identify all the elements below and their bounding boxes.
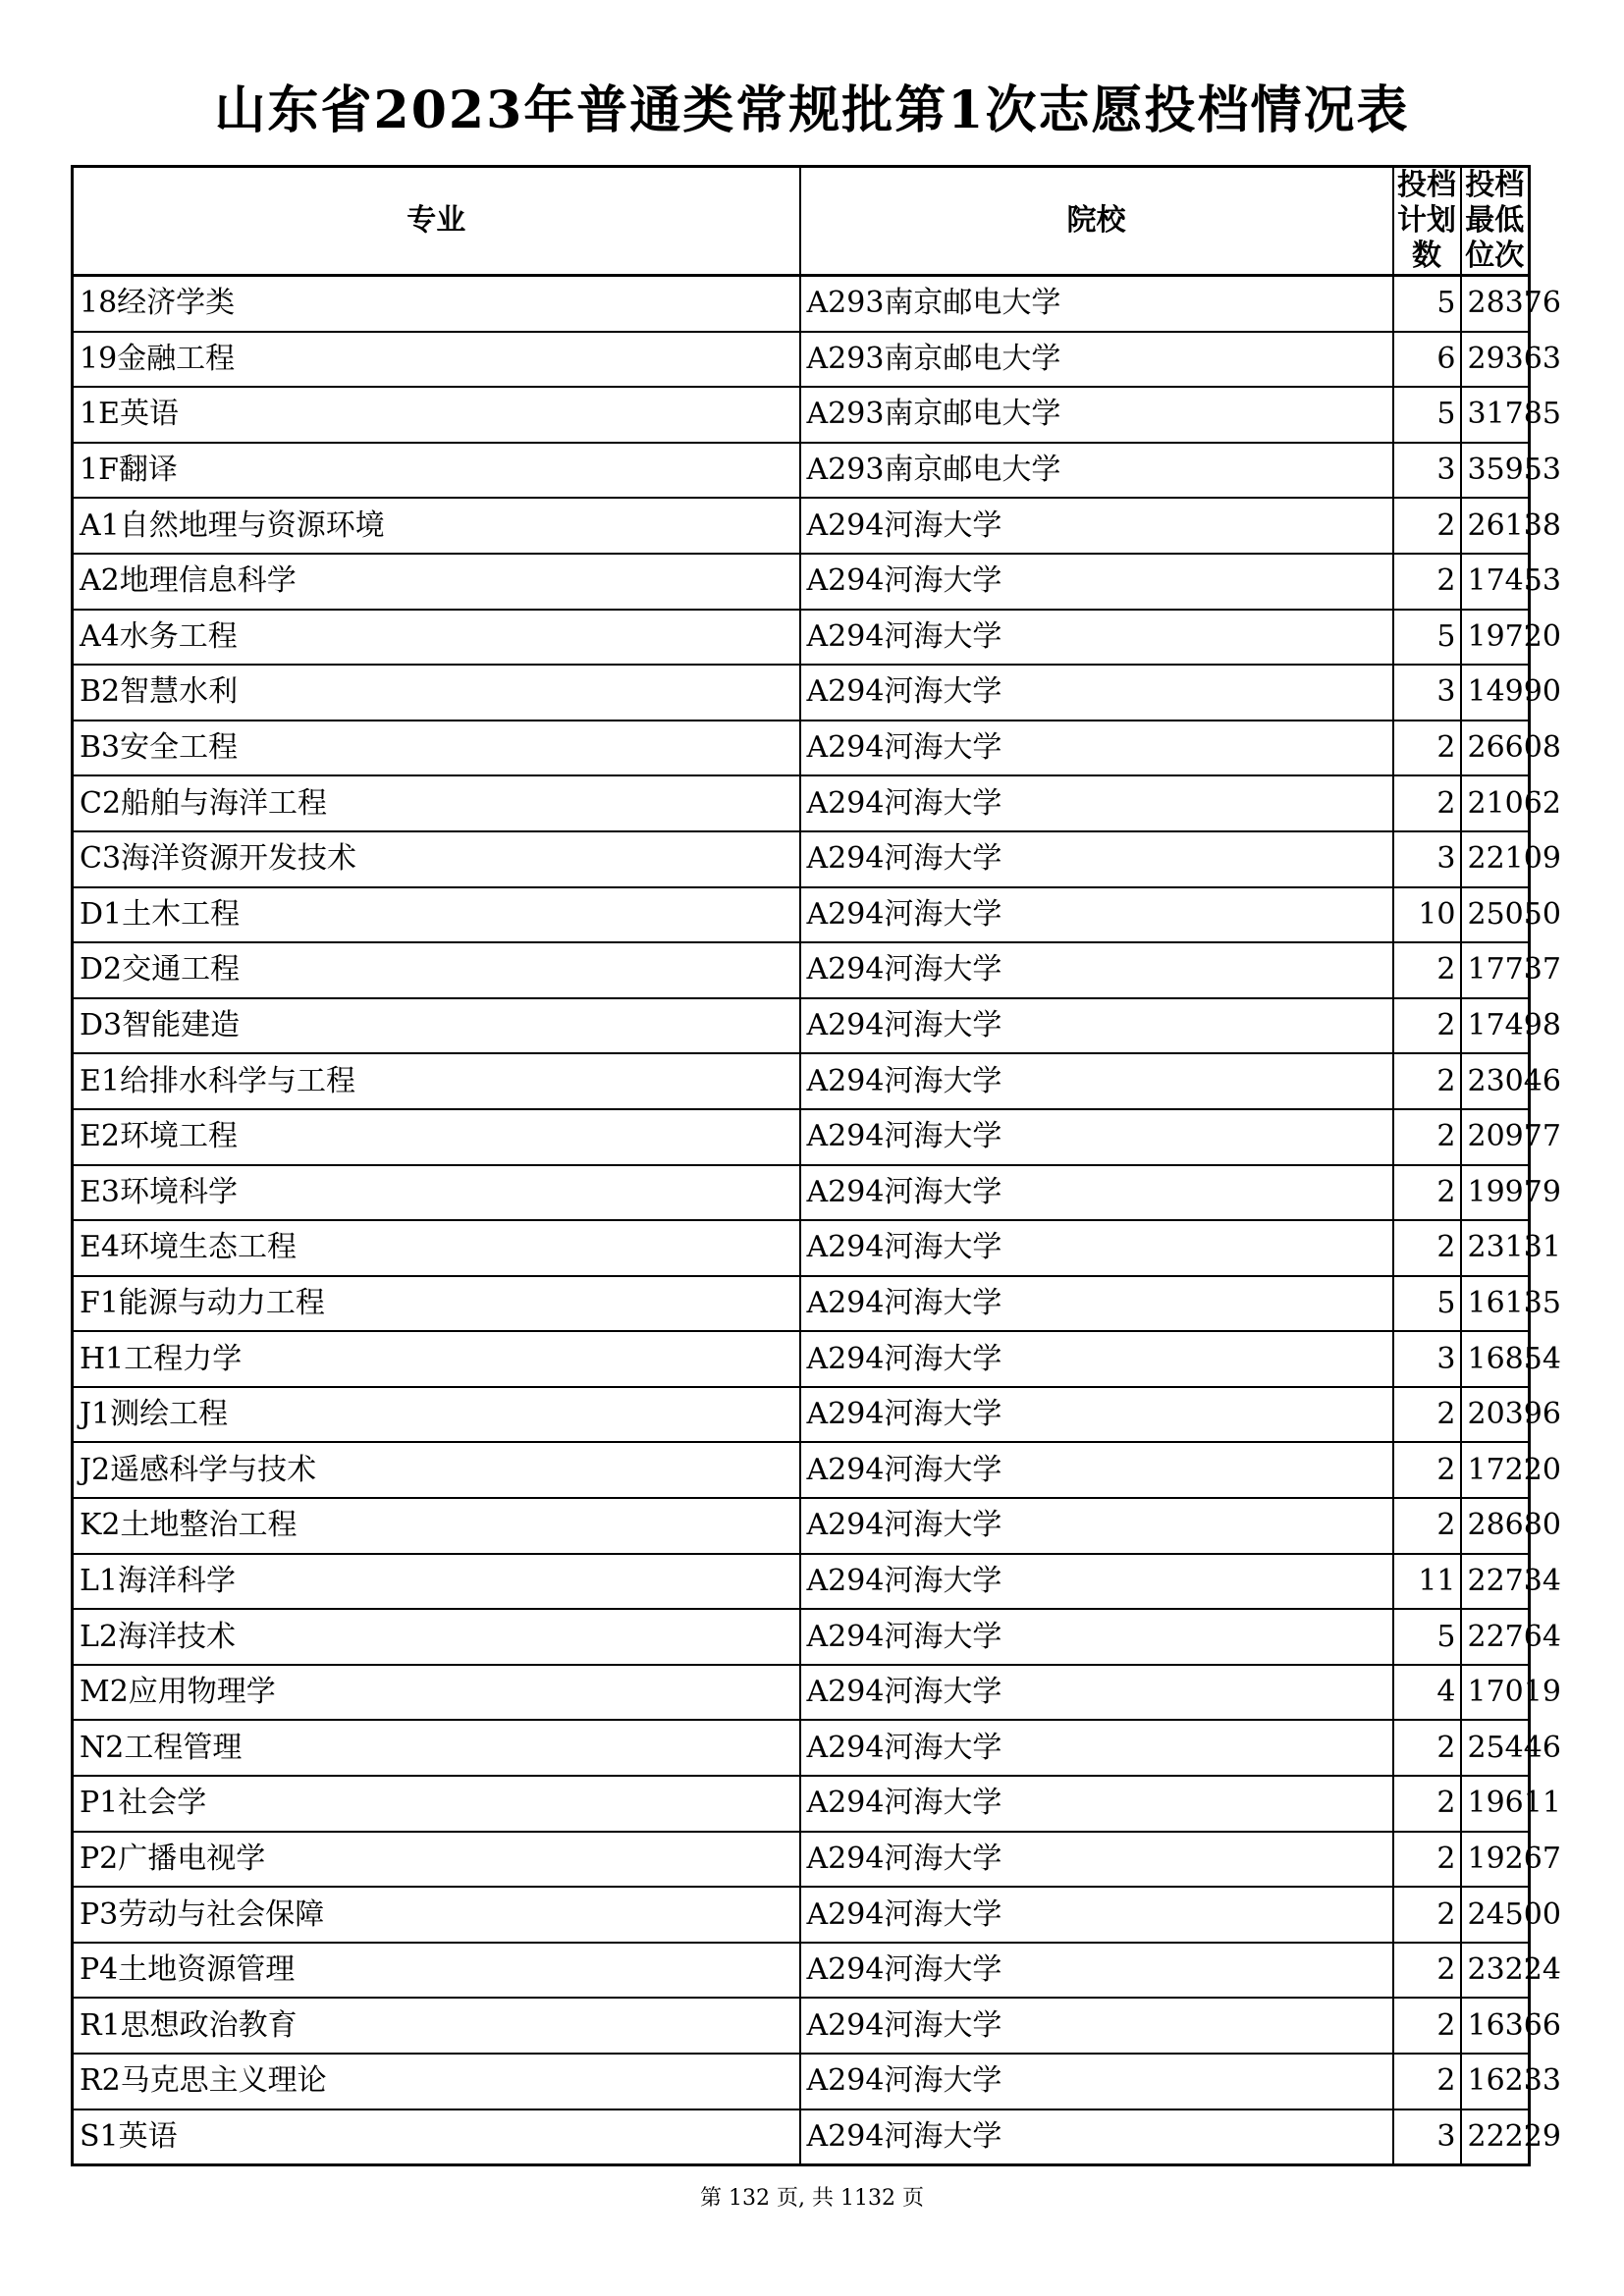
plan-count-cell: 2 bbox=[1393, 1720, 1461, 1776]
min-rank-cell: 35953 bbox=[1461, 443, 1530, 499]
major-cell: A1自然地理与资源环境 bbox=[73, 498, 800, 554]
major-cell: E3环境科学 bbox=[73, 1165, 800, 1221]
table-row bbox=[73, 610, 1530, 666]
plan-count-cell: 5 bbox=[1393, 387, 1461, 443]
major-cell: B2智慧水利 bbox=[73, 665, 800, 721]
table-row bbox=[73, 1331, 1530, 1387]
min-rank-cell: 17737 bbox=[1461, 942, 1530, 998]
major-cell: L2海洋技术 bbox=[73, 1609, 800, 1665]
min-rank-cell: 31785 bbox=[1461, 387, 1530, 443]
table-row bbox=[73, 1387, 1530, 1443]
major-cell: J2遥感科学与技术 bbox=[73, 1442, 800, 1498]
plan-count-cell: 2 bbox=[1393, 554, 1461, 610]
plan-count-cell: 3 bbox=[1393, 1331, 1461, 1387]
school-cell: A294河海大学 bbox=[800, 1832, 1393, 1888]
major-cell: S1英语 bbox=[73, 2109, 800, 2165]
plan-count-cell: 2 bbox=[1393, 1387, 1461, 1443]
table-row bbox=[73, 498, 1530, 554]
admissions-table bbox=[71, 165, 1561, 2166]
table-row bbox=[73, 942, 1530, 998]
school-cell: A293南京邮电大学 bbox=[800, 443, 1393, 499]
header-plan-count: 投档计划数 bbox=[1393, 167, 1461, 276]
min-rank-cell: 22229 bbox=[1461, 2109, 1530, 2165]
min-rank-cell: 22109 bbox=[1461, 831, 1530, 887]
major-cell: M2应用物理学 bbox=[73, 1665, 800, 1721]
min-rank-cell: 23046 bbox=[1461, 1053, 1530, 1109]
plan-count-cell: 2 bbox=[1393, 775, 1461, 831]
plan-count-cell: 2 bbox=[1393, 1109, 1461, 1165]
major-cell: J1测绘工程 bbox=[73, 1387, 800, 1443]
header-school: 院校 bbox=[800, 167, 1393, 276]
school-cell: A294河海大学 bbox=[800, 998, 1393, 1054]
school-cell: A294河海大学 bbox=[800, 1276, 1393, 1332]
min-rank-cell: 29363 bbox=[1461, 332, 1530, 388]
table-row bbox=[73, 721, 1530, 776]
major-cell: P1社会学 bbox=[73, 1776, 800, 1832]
major-cell: F1能源与动力工程 bbox=[73, 1276, 800, 1332]
school-cell: A294河海大学 bbox=[800, 610, 1393, 666]
min-rank-cell: 22764 bbox=[1461, 1609, 1530, 1665]
school-cell: A294河海大学 bbox=[800, 775, 1393, 831]
table-row bbox=[73, 1554, 1530, 1610]
school-cell: A294河海大学 bbox=[800, 1498, 1393, 1554]
table-row bbox=[73, 387, 1530, 443]
major-cell: 1E英语 bbox=[73, 387, 800, 443]
school-cell: A294河海大学 bbox=[800, 498, 1393, 554]
school-cell: A294河海大学 bbox=[800, 1331, 1393, 1387]
min-rank-cell: 22734 bbox=[1461, 1554, 1530, 1610]
plan-count-cell: 2 bbox=[1393, 1220, 1461, 1276]
plan-count-cell: 2 bbox=[1393, 498, 1461, 554]
plan-count-cell: 2 bbox=[1393, 2054, 1461, 2109]
min-rank-cell: 25446 bbox=[1461, 1720, 1530, 1776]
plan-count-cell: 5 bbox=[1393, 1609, 1461, 1665]
table-row bbox=[73, 1165, 1530, 1221]
min-rank-cell: 20977 bbox=[1461, 1109, 1530, 1165]
min-rank-cell: 17019 bbox=[1461, 1665, 1530, 1721]
plan-count-cell: 3 bbox=[1393, 831, 1461, 887]
plan-count-cell: 5 bbox=[1393, 1276, 1461, 1332]
major-cell: B3安全工程 bbox=[73, 721, 800, 776]
header-major: 专业 bbox=[73, 167, 800, 276]
table-row bbox=[73, 775, 1530, 831]
major-cell: P3劳动与社会保障 bbox=[73, 1887, 800, 1943]
school-cell: A294河海大学 bbox=[800, 1165, 1393, 1221]
min-rank-cell: 26138 bbox=[1461, 498, 1530, 554]
school-cell: A294河海大学 bbox=[800, 1053, 1393, 1109]
min-rank-cell: 19267 bbox=[1461, 1832, 1530, 1888]
school-cell: A294河海大学 bbox=[800, 2109, 1393, 2165]
plan-count-cell: 2 bbox=[1393, 1887, 1461, 1943]
table-row bbox=[73, 1053, 1530, 1109]
header-min-rank: 投档最低位次 bbox=[1461, 167, 1530, 276]
min-rank-cell: 28376 bbox=[1461, 276, 1530, 332]
school-cell: A294河海大学 bbox=[800, 1665, 1393, 1721]
major-cell: D2交通工程 bbox=[73, 942, 800, 998]
major-cell: P2广播电视学 bbox=[73, 1832, 800, 1888]
min-rank-cell: 14990 bbox=[1461, 665, 1530, 721]
school-cell: A294河海大学 bbox=[800, 1109, 1393, 1165]
table-row bbox=[73, 2054, 1530, 2109]
school-cell: A294河海大学 bbox=[800, 721, 1393, 776]
table-row bbox=[73, 1498, 1530, 1554]
plan-count-cell: 11 bbox=[1393, 1554, 1461, 1610]
plan-count-cell: 2 bbox=[1393, 1498, 1461, 1554]
plan-count-cell: 2 bbox=[1393, 942, 1461, 998]
major-cell: P4土地资源管理 bbox=[73, 1943, 800, 1999]
page-footer: 第 132 页, 共 1132 页 bbox=[700, 2186, 924, 2211]
plan-count-cell: 10 bbox=[1393, 887, 1461, 943]
page-title: 山东省2023年普通类常规批第1次志愿投档情况表 bbox=[214, 80, 1410, 140]
school-cell: A294河海大学 bbox=[800, 1887, 1393, 1943]
min-rank-cell: 21062 bbox=[1461, 775, 1530, 831]
school-cell: A294河海大学 bbox=[800, 1720, 1393, 1776]
major-cell: A2地理信息科学 bbox=[73, 554, 800, 610]
min-rank-cell: 19611 bbox=[1461, 1776, 1530, 1832]
plan-count-cell: 6 bbox=[1393, 332, 1461, 388]
major-cell: C3海洋资源开发技术 bbox=[73, 831, 800, 887]
school-cell: A294河海大学 bbox=[800, 1442, 1393, 1498]
major-cell: R1思想政治教育 bbox=[73, 1998, 800, 2054]
min-rank-cell: 16135 bbox=[1461, 1276, 1530, 1332]
school-cell: A294河海大学 bbox=[800, 1776, 1393, 1832]
table-row bbox=[73, 1832, 1530, 1888]
plan-count-cell: 2 bbox=[1393, 1442, 1461, 1498]
major-cell: H1工程力学 bbox=[73, 1331, 800, 1387]
min-rank-cell: 26608 bbox=[1461, 721, 1530, 776]
min-rank-cell: 19979 bbox=[1461, 1165, 1530, 1221]
table-row bbox=[73, 1442, 1530, 1498]
min-rank-cell: 16854 bbox=[1461, 1331, 1530, 1387]
table-row bbox=[73, 887, 1530, 943]
table-row bbox=[73, 665, 1530, 721]
school-cell: A293南京邮电大学 bbox=[800, 387, 1393, 443]
plan-count-cell: 3 bbox=[1393, 665, 1461, 721]
table-row bbox=[73, 1609, 1530, 1665]
min-rank-cell: 25050 bbox=[1461, 887, 1530, 943]
min-rank-cell: 20396 bbox=[1461, 1387, 1530, 1443]
min-rank-cell: 19720 bbox=[1461, 610, 1530, 666]
plan-count-cell: 3 bbox=[1393, 443, 1461, 499]
plan-count-cell: 3 bbox=[1393, 2109, 1461, 2165]
table-row bbox=[73, 1998, 1530, 2054]
major-cell: E4环境生态工程 bbox=[73, 1220, 800, 1276]
min-rank-cell: 16233 bbox=[1461, 2054, 1530, 2109]
min-rank-cell: 23224 bbox=[1461, 1943, 1530, 1999]
table-row bbox=[73, 1887, 1530, 1943]
major-cell: E2环境工程 bbox=[73, 1109, 800, 1165]
plan-count-cell: 2 bbox=[1393, 1165, 1461, 1221]
min-rank-cell: 16366 bbox=[1461, 1998, 1530, 2054]
major-cell: N2工程管理 bbox=[73, 1720, 800, 1776]
major-cell: 18经济学类 bbox=[73, 276, 800, 332]
major-cell: 1F翻译 bbox=[73, 443, 800, 499]
min-rank-cell: 17498 bbox=[1461, 998, 1530, 1054]
plan-count-cell: 2 bbox=[1393, 1998, 1461, 2054]
table-row bbox=[73, 1943, 1530, 1999]
school-cell: A293南京邮电大学 bbox=[800, 332, 1393, 388]
table-row bbox=[73, 554, 1530, 610]
min-rank-cell: 28680 bbox=[1461, 1498, 1530, 1554]
major-cell: D3智能建造 bbox=[73, 998, 800, 1054]
min-rank-cell: 17220 bbox=[1461, 1442, 1530, 1498]
plan-count-cell: 2 bbox=[1393, 1943, 1461, 1999]
school-cell: A294河海大学 bbox=[800, 1554, 1393, 1610]
plan-count-cell: 4 bbox=[1393, 1665, 1461, 1721]
major-cell: E1给排水科学与工程 bbox=[73, 1053, 800, 1109]
major-cell: R2马克思主义理论 bbox=[73, 2054, 800, 2109]
major-cell: K2土地整治工程 bbox=[73, 1498, 800, 1554]
school-cell: A294河海大学 bbox=[800, 554, 1393, 610]
table-row bbox=[73, 1776, 1530, 1832]
min-rank-cell: 24500 bbox=[1461, 1887, 1530, 1943]
min-rank-cell: 23131 bbox=[1461, 1220, 1530, 1276]
plan-count-cell: 2 bbox=[1393, 1832, 1461, 1888]
plan-count-cell: 2 bbox=[1393, 1053, 1461, 1109]
table-row bbox=[73, 1109, 1530, 1165]
table-row bbox=[73, 332, 1530, 388]
table-row bbox=[73, 831, 1530, 887]
school-cell: A294河海大学 bbox=[800, 665, 1393, 721]
plan-count-cell: 2 bbox=[1393, 721, 1461, 776]
plan-count-cell: 2 bbox=[1393, 998, 1461, 1054]
table-row bbox=[73, 1720, 1530, 1776]
school-cell: A294河海大学 bbox=[800, 887, 1393, 943]
school-cell: A294河海大学 bbox=[800, 831, 1393, 887]
school-cell: A293南京邮电大学 bbox=[800, 276, 1393, 332]
table-row bbox=[73, 1665, 1530, 1721]
major-cell: 19金融工程 bbox=[73, 332, 800, 388]
major-cell: A4水务工程 bbox=[73, 610, 800, 666]
school-cell: A294河海大学 bbox=[800, 2054, 1393, 2109]
school-cell: A294河海大学 bbox=[800, 1609, 1393, 1665]
min-rank-cell: 17453 bbox=[1461, 554, 1530, 610]
table-row bbox=[73, 443, 1530, 499]
plan-count-cell: 2 bbox=[1393, 1776, 1461, 1832]
plan-count-cell: 5 bbox=[1393, 610, 1461, 666]
school-cell: A294河海大学 bbox=[800, 1943, 1393, 1999]
table-header-row bbox=[73, 167, 1530, 276]
table-row bbox=[73, 1220, 1530, 1276]
plan-count-cell: 5 bbox=[1393, 276, 1461, 332]
table-row bbox=[73, 998, 1530, 1054]
table-row bbox=[73, 276, 1530, 332]
school-cell: A294河海大学 bbox=[800, 1387, 1393, 1443]
major-cell: C2船舶与海洋工程 bbox=[73, 775, 800, 831]
major-cell: L1海洋科学 bbox=[73, 1554, 800, 1610]
table-row bbox=[73, 1276, 1530, 1332]
school-cell: A294河海大学 bbox=[800, 1220, 1393, 1276]
major-cell: D1土木工程 bbox=[73, 887, 800, 943]
table-row bbox=[73, 2109, 1530, 2165]
school-cell: A294河海大学 bbox=[800, 942, 1393, 998]
school-cell: A294河海大学 bbox=[800, 1998, 1393, 2054]
